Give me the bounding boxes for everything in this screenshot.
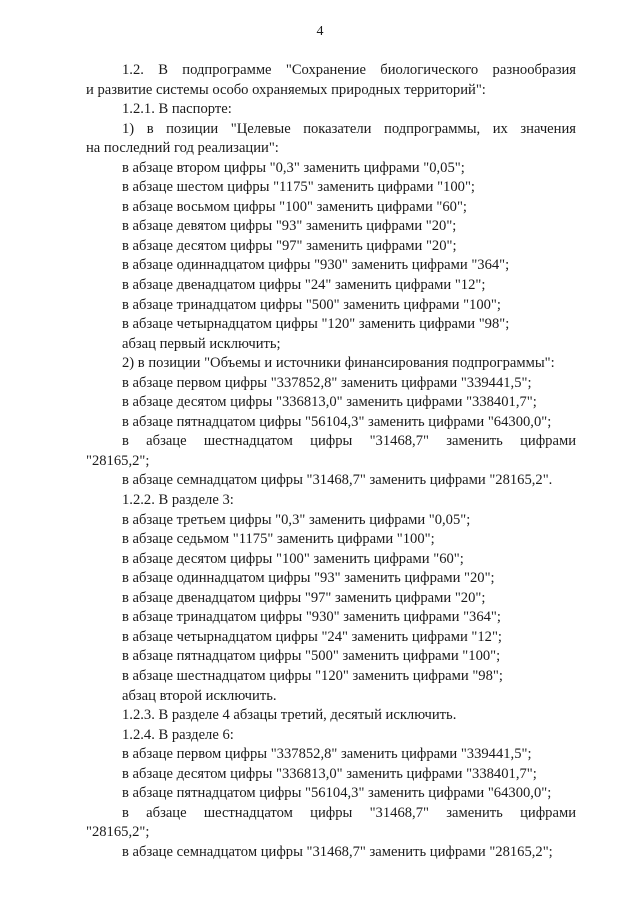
text-line: в абзаце десятом цифры "336813,0" заменить цифрами "338401,7"; <box>122 394 537 411</box>
text-line: в абзаце тринадцатом цифры "500" заменить цифрами "100"; <box>122 296 501 313</box>
document-body <box>86 61 576 862</box>
text-line: в абзаце десятом цифры "100" заменить цифрами "60"; <box>122 550 464 567</box>
text-line: 1.2.3. В разделе 4 абзацы третий, десятый исключить. <box>122 707 457 724</box>
text-line: абзац второй исключить. <box>122 687 277 704</box>
text-line: на последний год реализации": <box>86 140 279 157</box>
text-line: в абзаце втором цифры "0,3" заменить цифрами "0,05"; <box>122 159 465 176</box>
text-line: в абзаце третьем цифры "0,3" заменить цифрами "0,05"; <box>122 511 471 528</box>
text-line: в абзаце шестом цифры "1175" заменить цифрами "100"; <box>122 179 475 196</box>
text-line: в абзаце четырнадцатом цифры "120" заменить цифрами "98"; <box>122 316 510 333</box>
text-line: в абзаце шестнадцатом цифры "120" заменить цифрами "98"; <box>122 667 503 684</box>
text-line: в абзаце шестнадцатом цифры "31468,7" заменить цифрами <box>122 804 576 821</box>
text-line: "28165,2"; <box>86 452 150 469</box>
text-line: в абзаце пятнадцатом цифры "56104,3" заменить цифрами "64300,0"; <box>122 785 552 802</box>
text-line: 1.2.2. В разделе 3: <box>122 492 234 509</box>
text-line: в абзаце седьмом "1175" заменить цифрами "100"; <box>122 531 435 548</box>
page-number: 4 <box>316 24 324 39</box>
text-line: в абзаце тринадцатом цифры "930" заменить цифрами "364"; <box>122 609 501 626</box>
text-line: 1.2. В подпрограмме "Сохранение биологического разнообразия <box>122 62 576 78</box>
text-line: в абзаце первом цифры "337852,8" заменить цифрами "339441,5"; <box>122 374 532 391</box>
text-line: в абзаце семнадцатом цифры "31468,7" заменить цифрами "28165,2"; <box>122 843 553 860</box>
text-line: в абзаце двенадцатом цифры "97" заменить цифрами "20"; <box>122 589 486 606</box>
text-line: в абзаце двенадцатом цифры "24" заменить цифрами "12"; <box>122 277 486 294</box>
text-line: 2) в позиции "Объемы и источники финансирования подпрограммы": <box>122 355 555 372</box>
text-line: в абзаце восьмом цифры "100" заменить цифрами "60"; <box>122 198 467 215</box>
text-line: в абзаце одиннадцатом цифры "930" заменить цифрами "364"; <box>122 257 510 274</box>
text-line: абзац первый исключить; <box>122 335 281 352</box>
text-line: 1.2.4. В разделе 6: <box>122 726 234 743</box>
text-line: в абзаце девятом цифры "93" заменить цифрами "20"; <box>122 218 457 235</box>
text-line: в абзаце первом цифры "337852,8" заменить цифрами "339441,5"; <box>122 746 532 763</box>
text-line: 1) в позиции "Целевые показатели подпрограммы, их значения <box>122 120 576 137</box>
text-line: в абзаце пятнадцатом цифры "56104,3" заменить цифрами "64300,0"; <box>122 413 552 430</box>
text-line: в абзаце десятом цифры "97" заменить цифрами "20"; <box>122 237 457 254</box>
text-line: и развитие системы особо охраняемых природных территорий": <box>86 81 486 98</box>
text-line: в абзаце шестнадцатом цифры "31468,7" заменить цифрами <box>122 433 576 450</box>
text-line: в абзаце одиннадцатом цифры "93" заменить цифрами "20"; <box>122 570 495 587</box>
text-line: "28165,2"; <box>86 824 150 841</box>
text-line: 1.2.1. В паспорте: <box>122 101 232 118</box>
text-line: в абзаце десятом цифры "336813,0" заменить цифрами "338401,7"; <box>122 765 537 782</box>
text-line: в абзаце четырнадцатом цифры "24" заменить цифрами "12"; <box>122 628 502 645</box>
text-line: в абзаце пятнадцатом цифры "500" заменить цифрами "100"; <box>122 648 501 665</box>
text-line: в абзаце семнадцатом цифры "31468,7" заменить цифрами "28165,2". <box>122 472 553 489</box>
